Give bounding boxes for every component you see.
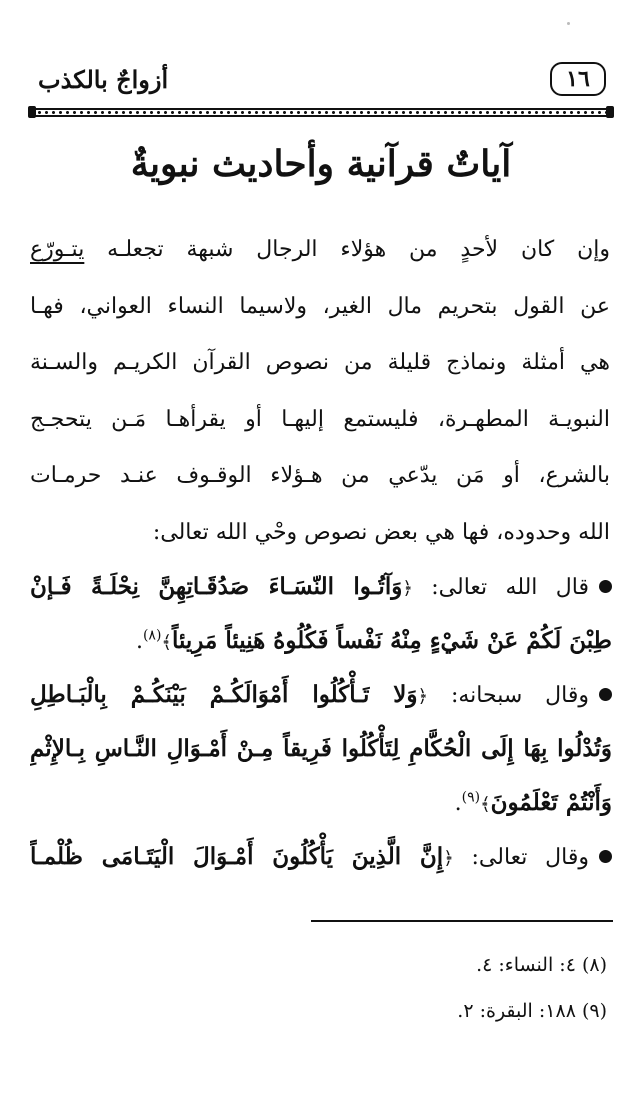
footnote-ref: (٨): [142, 627, 162, 644]
scan-speck: [567, 22, 570, 25]
quran-text: إِنَّ الَّذِينَ يَأْكُلُونَ أَمْـوَالَ الْيَتَـامَى ظُلْمـاً: [30, 843, 444, 870]
header-ornamental-rule: [30, 108, 612, 118]
section-title: آياتٌ قرآنية وأحاديث نبويةٌ: [130, 143, 512, 185]
rule-cap-left: [28, 106, 36, 118]
intro-text: هي أمثلة ونماذج قليلة من نصوص القرآن الكريـم والسـنة: [30, 350, 610, 375]
book-title: أزواجٌ بالكذب: [38, 65, 169, 94]
bullet-icon: [599, 580, 612, 593]
quran-text: وَأَنْتُمْ تَعْلَمُونَ: [490, 789, 612, 816]
page-number: ١٦: [550, 62, 606, 96]
underlined-word: يتـورّع: [30, 237, 85, 262]
intro-paragraph: [30, 222, 610, 561]
verse-lead: قال الله تعالى:: [412, 575, 590, 600]
verse-line: [30, 776, 612, 830]
verse-lead: وقال سبحانه:: [428, 683, 589, 708]
rule-line-bottom: [30, 115, 612, 117]
footnote: (٩) ١٨٨: البقرة: ٢.: [457, 1000, 607, 1022]
quran-bracket-open: ﴿: [417, 686, 429, 707]
verse-tail: .: [135, 629, 143, 654]
quran-bracket-open: ﴿: [443, 848, 454, 869]
footnote-ref: (٩): [461, 789, 481, 806]
verse-lead: وقال تعالى:: [453, 845, 589, 870]
quran-bracket-close: ﴾: [161, 632, 172, 653]
verse-line: [30, 830, 612, 884]
intro-text: الله وحدوده، فها هي بعض نصوص وحْي الله تعالى:: [152, 519, 610, 545]
footnotes: [47, 942, 607, 1034]
quran-text: وَآتُـوا النّسَـاءَ صَدُقَـاتِهِنَّ نِحْلَـةً فَـإنْ: [30, 573, 403, 600]
verse-tail: .: [454, 791, 462, 816]
verse-line: [30, 560, 612, 614]
intro-line: [30, 222, 610, 279]
running-header: [30, 58, 610, 104]
verse-item: [30, 668, 612, 830]
quran-bracket-close: ﴾: [480, 794, 491, 815]
verse-line: [30, 722, 612, 776]
intro-line: [30, 448, 610, 505]
verse-line: [30, 614, 612, 668]
quran-bracket-open: ﴿: [402, 578, 413, 599]
verse-item: [30, 560, 612, 668]
intro-text: وإن كان لأحدٍ من هؤلاء الرجال شبهة تجعلـه: [84, 237, 610, 262]
verse-line: [30, 668, 612, 722]
quran-text: طِبْنَ لَكُمْ عَنْ شَيْءٍ مِنْهُ نَفْساً فَكُلُوهُ هَنِيئاً مَرِيئاً: [171, 627, 612, 654]
bullet-icon: [599, 850, 612, 863]
intro-line: [30, 505, 610, 562]
verse-list: [30, 560, 612, 884]
intro-text: النبويـة المطهـرة، فليستمع إليهـا أو يقرأهـا مَـن يتحجـج: [30, 406, 610, 432]
bullet-icon: [599, 688, 612, 701]
intro-line: [30, 279, 610, 336]
footnote: (٨) ٤: النساء: ٤.: [476, 954, 607, 976]
quran-text: وَلا تَـأْكُلُوا أَمْوَالَكُـمْ بَيْنَكُـمْ بِالْبَـاطِلِ: [30, 681, 418, 708]
intro-text: بالشرع، أو مَن يدّعي من هـؤلاء الوقـوف عنـد حرمـات: [30, 463, 610, 488]
footnote-separator: [311, 920, 613, 922]
quran-text: وَتُدْلُوا بِهَا إِلَى الْحُكَّامِ لِتَأْكُلُوا فَرِيقاً مِـنْ أَمْـوَالِ النَّـاسِ بِـالإِثْمِ: [30, 735, 612, 762]
intro-line: [30, 335, 610, 392]
rule-cap-right: [606, 106, 614, 118]
verse-item: [30, 830, 612, 884]
intro-text: عن القول بتحريم مال الغير، ولاسيما النساء العواني، فهـا: [30, 293, 610, 319]
intro-line: [30, 392, 610, 449]
